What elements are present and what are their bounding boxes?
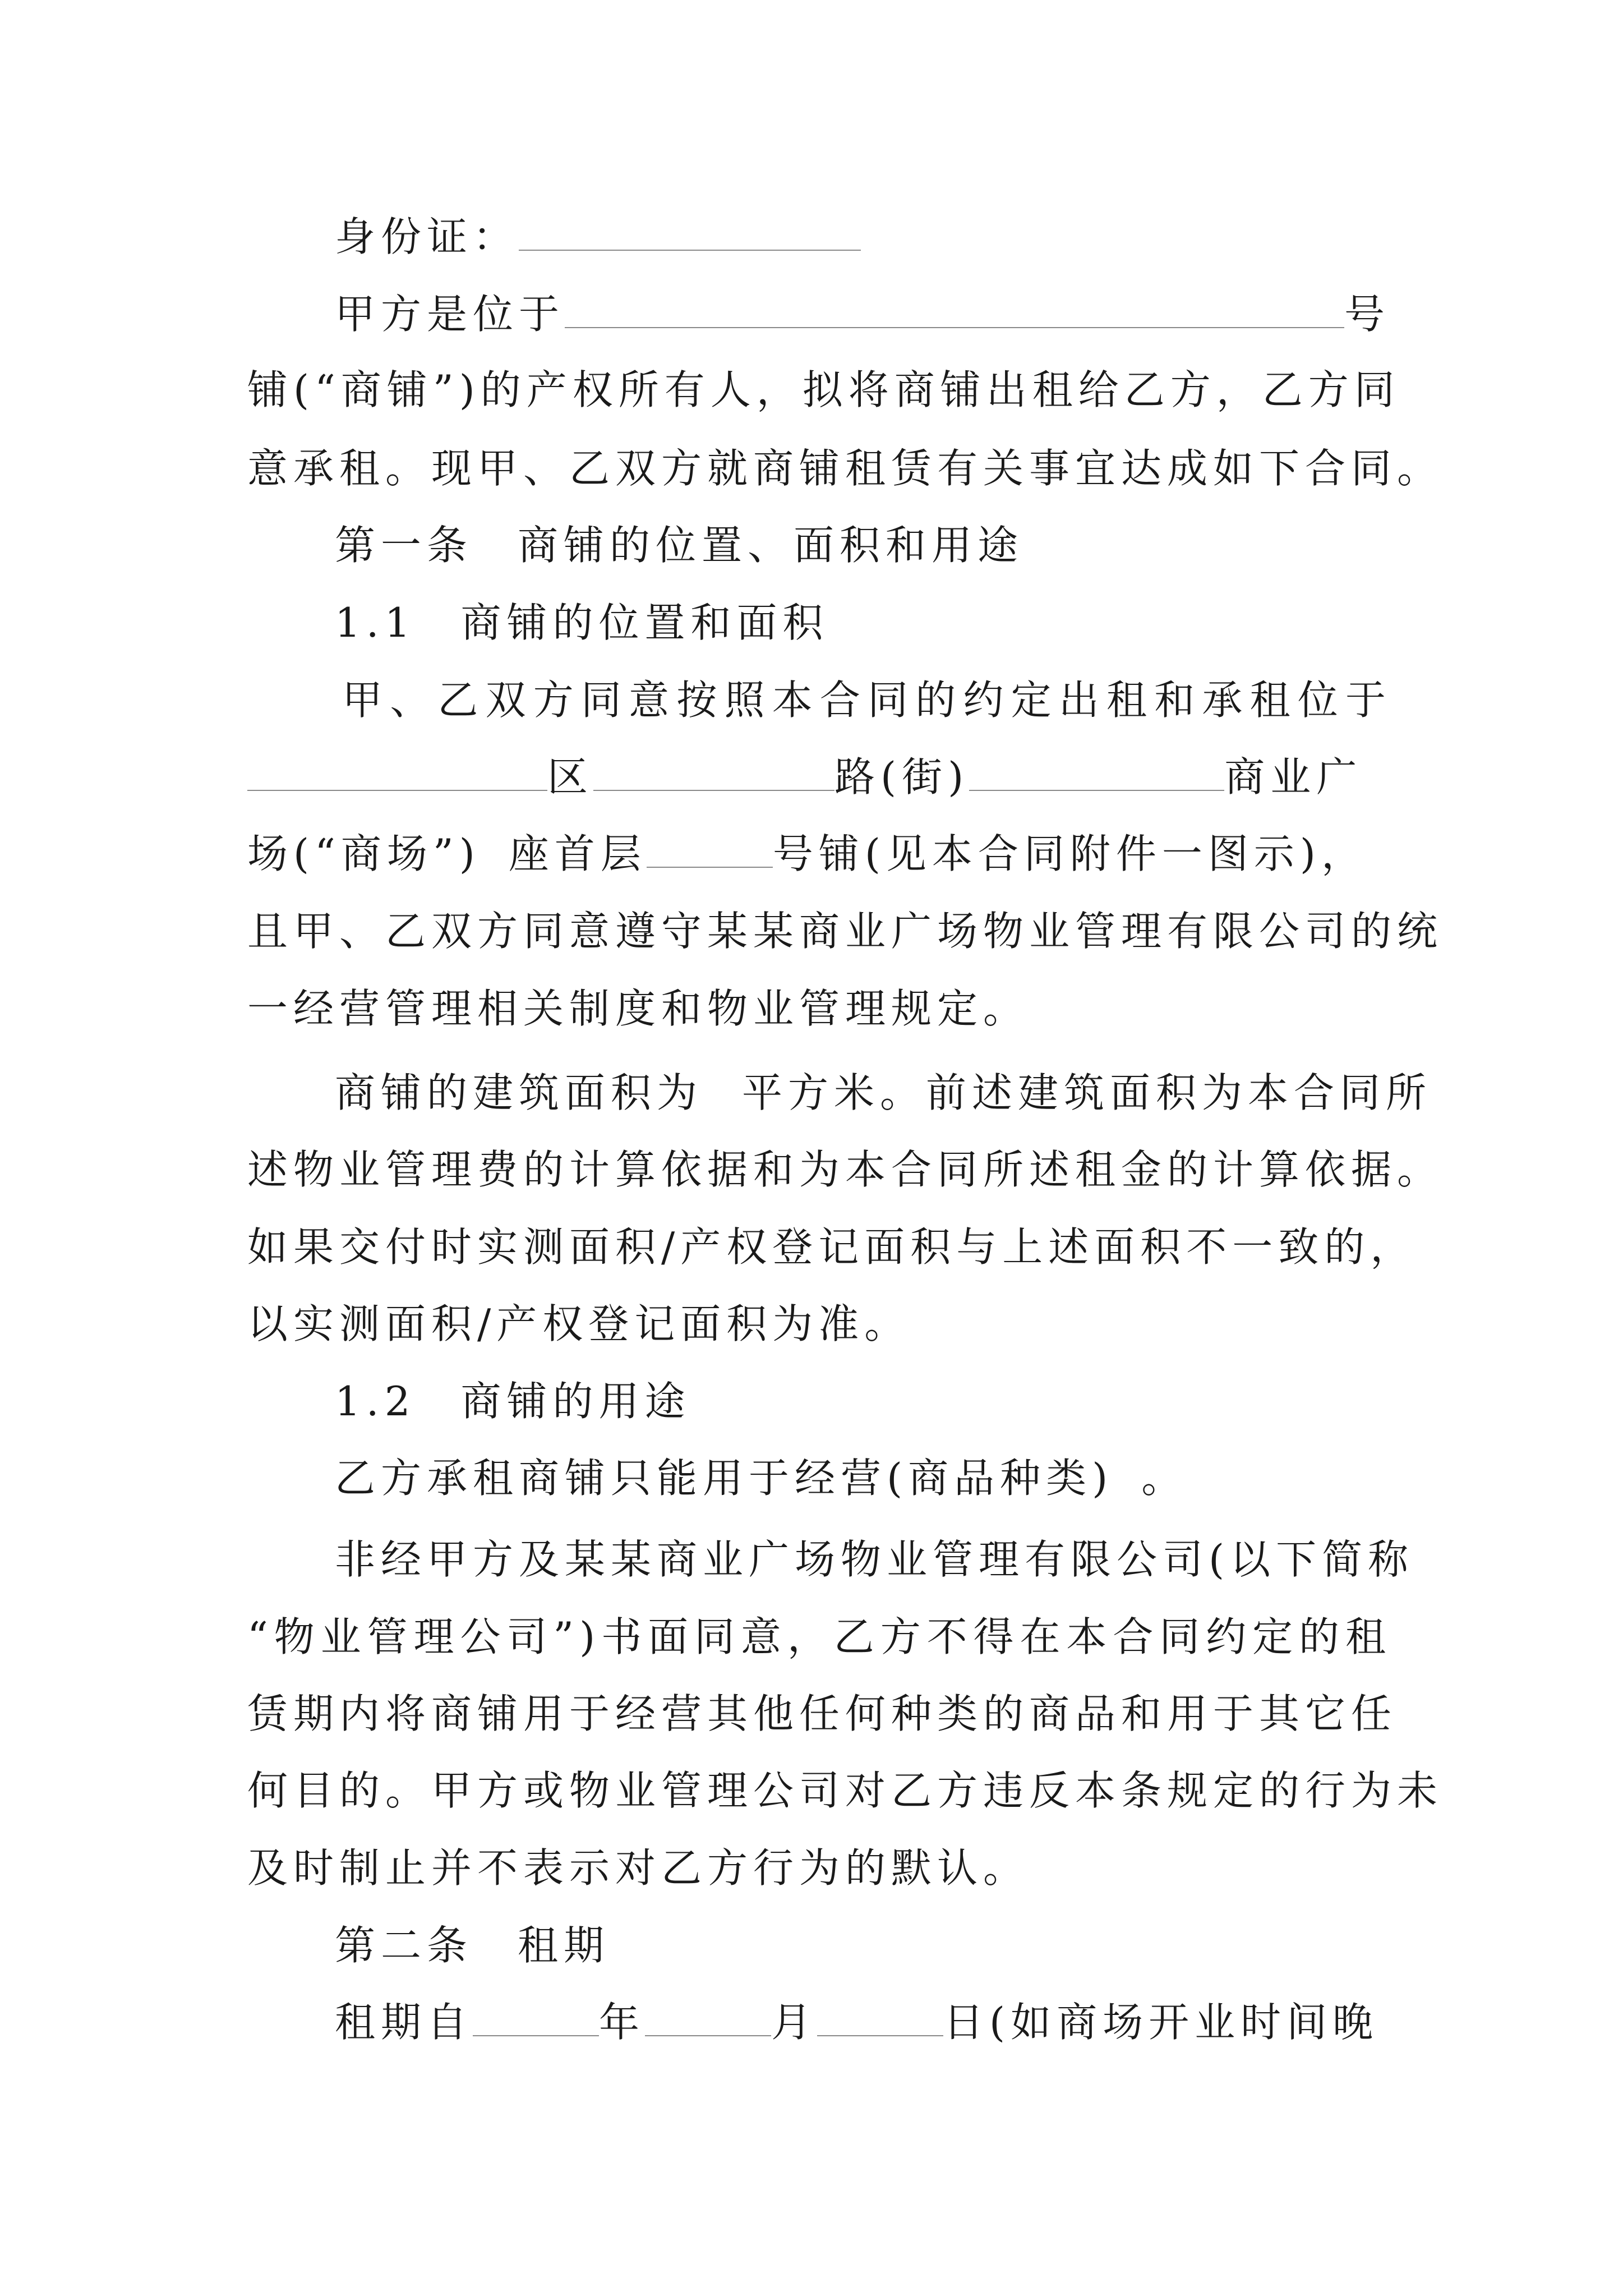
term-month-blank — [645, 2000, 771, 2036]
term-month-label: 月 — [771, 1999, 818, 2046]
article-1-title: 商铺的位置、面积和用途 — [518, 522, 1024, 569]
area-line-2: 述物业管理费的计算依据和为本合同所述租金的计算依据。 — [247, 1146, 1444, 1193]
restrict-line-1: 非经甲方及某某商业广场物业管理有限公司(以下简称 — [335, 1536, 1414, 1583]
restrict-line-4: 何目的。甲方或物业管理公司对乙方违反本条规定的行为未 — [247, 1767, 1444, 1814]
use-period: 。 — [1141, 1455, 1188, 1502]
section-1-1-number: 1.1 — [335, 599, 416, 646]
article-2-number: 第二条 — [335, 1922, 473, 1969]
road-blank — [593, 755, 834, 791]
plaza-label: 商业广 — [1224, 753, 1363, 800]
area-line-3: 如果交付时实测面积/产权登记面积与上述面积不一致的， — [247, 1223, 1417, 1271]
restrict-line-2: “物业管理公司”)书面同意，乙方不得在本合同约定的租 — [247, 1613, 1391, 1660]
location-line-2 — [247, 749, 1391, 805]
article-1-number: 第一条 — [335, 522, 473, 569]
shop-number-suffix: 号铺(见本合同附件一图示)， — [772, 830, 1368, 877]
owner-line-1 — [335, 286, 1391, 342]
road-label: 路(街) — [834, 753, 970, 800]
shop-address-blank — [565, 292, 1344, 328]
term-year-label: 年 — [599, 1999, 645, 2046]
district-label: 区 — [547, 753, 594, 800]
shop-number-blank — [647, 832, 773, 868]
area-line-4: 以实测面积/产权登记面积为准。 — [247, 1300, 911, 1347]
restrict-line-5: 及时制止并不表示对乙方行为的默认。 — [247, 1844, 1030, 1892]
id-card-blank — [519, 215, 861, 251]
location-line-4: 且甲、乙双方同意遵守某某商业广场物业管理有限公司的统 — [247, 908, 1444, 955]
term-line — [335, 1994, 1391, 2050]
id-card-line — [335, 209, 1391, 265]
term-day-blank — [817, 2000, 943, 2036]
location-line-3 — [247, 826, 1391, 882]
term-prefix: 租期自 — [335, 1999, 473, 2046]
id-card-label: 身份证： — [335, 213, 519, 260]
section-1-1-heading — [335, 595, 1391, 651]
restrict-line-3: 赁期内将商铺用于经营其他任何种类的商品和用于其它任 — [247, 1690, 1398, 1737]
section-1-2-title: 商铺的用途 — [460, 1378, 691, 1425]
district-blank — [247, 755, 547, 791]
article-2-heading — [335, 1917, 1391, 1973]
article-1-heading — [335, 517, 1391, 573]
location-line-1: 甲、乙双方同意按照本合同的约定出租和承租位于 — [342, 677, 1391, 724]
use-text: 乙方承租商铺只能用于经营(商品种类) — [335, 1455, 1114, 1502]
area-unit-text: 平方米。前述建筑面积为本合同所 — [742, 1069, 1432, 1116]
section-1-2-number: 1.2 — [335, 1378, 416, 1425]
use-line — [335, 1450, 1391, 1506]
term-year-blank — [473, 2000, 599, 2036]
owner-prefix: 甲方是位于 — [335, 291, 565, 338]
area-label: 商铺的建筑面积为 — [335, 1069, 703, 1116]
owner-suffix: 号 — [1344, 291, 1391, 338]
area-line-1 — [335, 1065, 1432, 1121]
location-line-5: 一经营管理相关制度和物业管理规定。 — [247, 985, 1030, 1032]
plaza-alias: 场(“商场”) — [247, 830, 481, 877]
section-1-1-title: 商铺的位置和面积 — [460, 599, 829, 646]
owner-line-3: 意承租。现甲、乙双方就商铺租赁有关事宜达成如下合同。 — [247, 445, 1444, 492]
building-label: 座首层 — [508, 830, 647, 877]
article-2-title: 租期 — [518, 1922, 610, 1969]
term-day-tail: 日(如商场开业时间晚 — [943, 1999, 1379, 2046]
owner-line-2: 铺(“商铺”)的产权所有人，拟将商铺出租给乙方，乙方同 — [247, 366, 1400, 413]
plaza-blank — [969, 755, 1224, 791]
section-1-2-heading — [335, 1373, 1391, 1429]
